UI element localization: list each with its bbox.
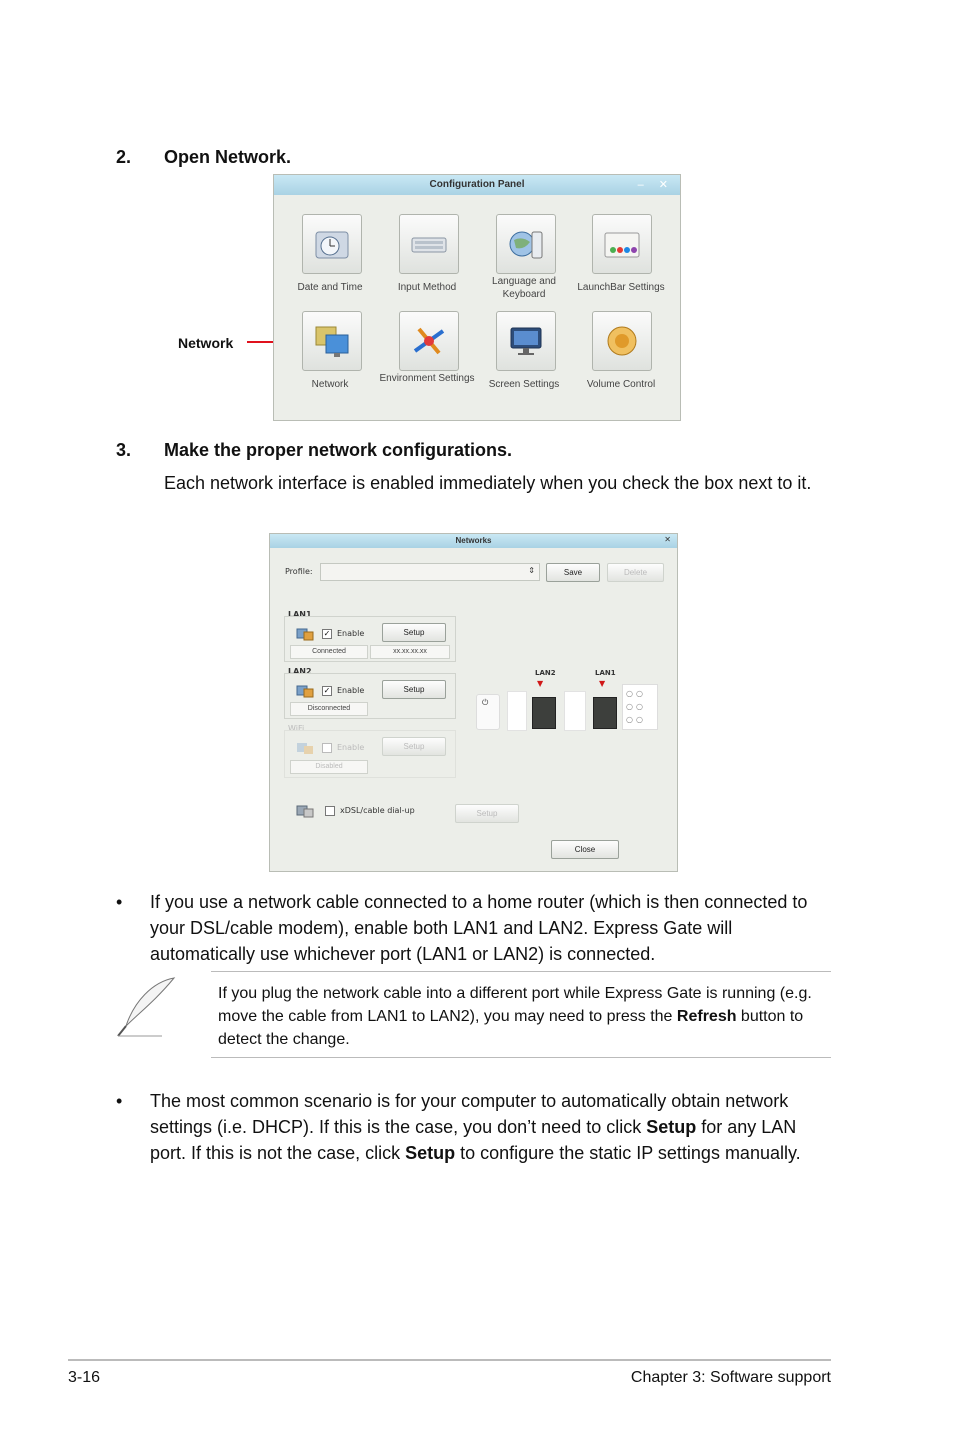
delete-button[interactable]: Delete [607,563,664,582]
wifi-status: Disabled [290,760,368,774]
window-controls[interactable]: – ✕ [637,179,674,191]
footer-rule [68,1359,831,1361]
quill-pen-icon [112,974,180,1040]
note-bottom-rule [211,1057,831,1058]
bullet-marker: • [116,892,123,912]
port-label-lan1: LAN1 [595,669,616,677]
network-icon [312,321,352,361]
step-3-description: Each network interface is enabled immediately when you check the box next to it. [164,473,812,493]
chevron-down-icon: ⇕ [528,566,535,575]
screen-settings-button[interactable] [496,311,556,371]
close-button[interactable]: Close [551,840,619,859]
language-keyboard-button[interactable] [496,214,556,274]
xdsl-checkbox[interactable] [325,806,335,816]
configuration-panel-window [273,174,681,421]
step-2-number: 2. [116,147,132,167]
lan1-ip: xx.xx.xx.xx [370,645,450,659]
profile-label: Profile: [285,567,313,576]
step-2-text: Open Network. [164,147,292,167]
note-top-rule [211,971,831,972]
save-button[interactable]: Save [546,563,600,582]
bullet-2-part-2: for any LAN port. If this is not the case, click [150,1117,797,1163]
audio-ports [622,684,658,730]
chapter-title: Chapter 3: Software support [630,1369,831,1386]
volume-control-button[interactable] [592,311,652,371]
networks-window [269,533,678,872]
wifi-setup-button[interactable]: Setup [382,737,446,756]
launchbar-settings-button[interactable] [592,214,652,274]
bullet-marker: • [116,1091,123,1111]
power-icon: ⏻ [482,698,489,707]
usb-port [507,691,527,731]
lan1-port [593,697,617,729]
lan2-setup-button[interactable]: Setup [382,680,446,699]
bullet-2-part-3: to configure the static IP settings manually. [455,1143,801,1163]
environment-settings-button[interactable] [399,311,459,371]
lan2-enable-label: Enable [337,686,365,695]
note-text [218,982,830,1051]
date-time-button[interactable] [302,214,362,274]
speaker-icon [602,321,642,361]
lan2-label: LAN2 [288,667,312,676]
keyboard-icon [409,224,449,264]
usb-port [564,691,586,731]
lan1-enable-label: Enable [337,629,365,638]
network-label: Network [311,379,349,390]
arrow-down-icon: ▼ [599,679,606,688]
note-refresh-bold: Refresh [676,1008,737,1025]
xdsl-label: xDSL/cable dial-up [340,806,415,815]
input-method-button[interactable] [399,214,459,274]
date-time-label: Date and Time [297,282,363,293]
power-port [476,694,500,730]
xdsl-setup-button[interactable]: Setup [455,804,519,823]
close-icon[interactable]: ✕ [664,535,671,544]
language-keyboard-label: Language and Keyboard [492,276,556,300]
environment-settings-label: Environment Settings [379,373,475,384]
wifi-adapter-icon [296,741,314,755]
launchbar-icon [602,224,642,264]
page-number: 3-16 [68,1369,101,1386]
date-time-icon [312,224,352,264]
globe-icon [506,224,546,264]
bullet-2-part-1: The most common scenario is for your computer to automatically obtain network settings (i.e. DHCP). If this is the case, you don’t need to click [150,1091,789,1137]
networks-title: Networks [270,534,677,548]
note-text-post: button to detect the change. [218,1008,804,1048]
wifi-enable-checkbox[interactable] [322,743,332,753]
arrow-down-icon: ▼ [537,679,544,688]
monitor-icon [506,321,546,361]
dialup-adapter-icon [296,804,314,818]
lan1-status: Connected [290,645,368,659]
lan-adapter-icon [296,684,314,698]
lan-adapter-icon [296,627,314,641]
environment-icon [409,321,449,361]
bullet-1-text: If you use a network cable connected to a home router (which is then connected to your DSL/cable modem), enable both LAN1 and LAN2. Express Gate will automatically use whichever port (LAN1 or LAN2) is connected. [150,892,808,964]
lan2-enable-checkbox[interactable]: ✓ [323,686,331,695]
network-button[interactable] [302,311,362,371]
step-3-number: 3. [116,440,132,460]
network-callout-label: Network [178,335,234,351]
lan2-status: Disconnected [290,702,368,716]
step-3-text: Make the proper network configurations. [164,440,513,460]
lan1-label: LAN1 [288,610,312,619]
note-text-pre: If you plug the network cable into a different port while Express Gate is running (e.g. move the cable from LAN1 to LAN2), you may need to press the [218,985,812,1025]
wifi-enable-label: Enable [337,743,365,752]
lan2-port [532,697,556,729]
bullet-2-setup-2: Setup [405,1143,456,1163]
wifi-label: WiFi [288,724,305,733]
volume-control-label: Volume Control [586,379,656,390]
input-method-label: Input Method [397,282,457,293]
configuration-panel-title: Configuration Panel [274,175,680,195]
profile-select[interactable] [320,563,540,581]
lan1-setup-button[interactable]: Setup [382,623,446,642]
bullet-2-text [150,1088,830,1166]
lan1-enable-checkbox[interactable]: ✓ [323,629,331,638]
screen-settings-label: Screen Settings [488,379,560,390]
launchbar-settings-label: LaunchBar Settings [577,282,665,293]
audio-jack-icons: ○○ ○○ ○○ [626,689,646,724]
bullet-2-setup-1: Setup [646,1117,697,1137]
port-label-lan2: LAN2 [535,669,556,677]
